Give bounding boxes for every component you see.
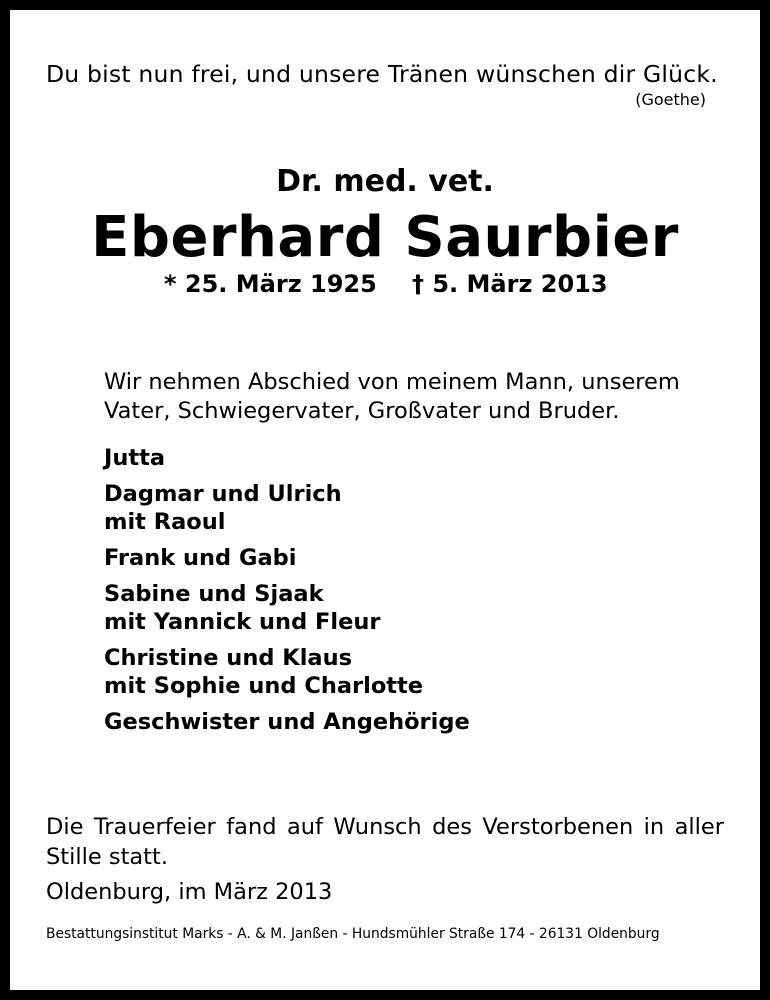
mourner-line: Frank und Gabi — [104, 545, 297, 571]
mourner-line: Christine und Klaus — [104, 645, 353, 671]
mourner-line: Jutta — [104, 445, 166, 471]
mourner-group — [104, 544, 470, 572]
mourner-group — [104, 708, 470, 736]
farewell-line-2: Vater, Schwiegervater, Großvater und Bruder. — [104, 398, 620, 424]
mourners-list — [104, 444, 470, 744]
funeral-home-footer: Bestattungsinstitut Marks - A. & M. Janßen - Hundsmühler Straße 174 - 26131 Oldenburg — [46, 926, 660, 942]
mourner-line: Sabine und Sjaak — [104, 581, 324, 607]
mourner-group — [104, 480, 470, 536]
ceremony-notice: Die Trauerfeier fand auf Wunsch des Verstorbenen in aller Stille statt. — [46, 814, 724, 870]
mourner-line: Dagmar und Ulrich — [104, 481, 342, 507]
mourner-line: mit Sophie und Charlotte — [104, 673, 424, 699]
farewell-text — [104, 368, 680, 426]
death-date: † 5. März 2013 — [412, 270, 608, 298]
place-date: Oldenburg, im März 2013 — [46, 879, 333, 905]
quote-text: Du bist nun frei, und unsere Tränen wünschen dir Glück. — [46, 60, 718, 88]
birth-date: * 25. März 1925 — [164, 270, 377, 298]
mourner-line: mit Yannick und Fleur — [104, 609, 381, 635]
academic-title: Dr. med. vet. — [276, 164, 494, 199]
deceased-name: Eberhard Saurbier — [91, 205, 679, 270]
mourner-line: mit Raoul — [104, 509, 226, 535]
quote-source: (Goethe) — [635, 90, 706, 109]
mourner-line: Geschwister und Angehörige — [104, 709, 470, 735]
mourner-group — [104, 580, 470, 636]
farewell-line-1: Wir nehmen Abschied von meinem Mann, unserem — [104, 369, 680, 395]
mourner-group — [104, 644, 470, 700]
mourner-group — [104, 444, 470, 472]
